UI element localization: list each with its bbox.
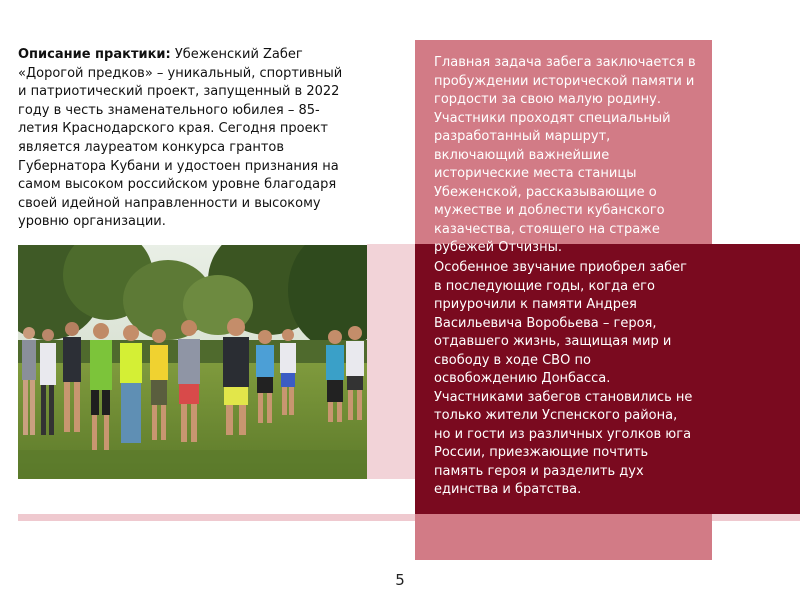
description-text: Убеженский Zабег «Дорогой предков» – уникальный, спортивный и патриотический проект, запущенный в 2022 году в честь знаменательного юбилея – 85-летия Краснодарского края. Сегодня проект является лауреатом конкурса грантов Губернатора Кубани и удостоен признания на самом высоком российском уровне благодаря своей идейной направленности и высокому уровню организации. bbox=[18, 47, 343, 230]
runners-photo bbox=[18, 245, 367, 479]
pink-panel-text: Главная задача забега заключается в пробуждении исторической памяти и гордости за свою малую родину. Участники проходят специальный разработанный маршрут, включающий важнейшие исторические места станицы Убеженской, рассказывающие о мужестве и доблести кубанского казачества, стоящего на страже рубежей Отчизны. bbox=[434, 55, 696, 255]
decorative-strip bbox=[367, 244, 415, 479]
practice-description bbox=[18, 46, 348, 232]
page-number: 5 bbox=[395, 571, 405, 589]
dark-panel-text: Особенное звучание приобрел забег в последующие годы, когда его приурочили к памяти Андрея Васильевича Воробьева – героя, отдавшего жизнь, защищая мир и свободу в ходе СВО по освобождению Донбасса. Участниками забегов становились не только жители Успенского района, но и гости из различных уголков юга России, приезжающие почтить память героя и разделить дух единства и братства. bbox=[434, 260, 693, 497]
description-label: Описание практики: bbox=[18, 47, 171, 62]
